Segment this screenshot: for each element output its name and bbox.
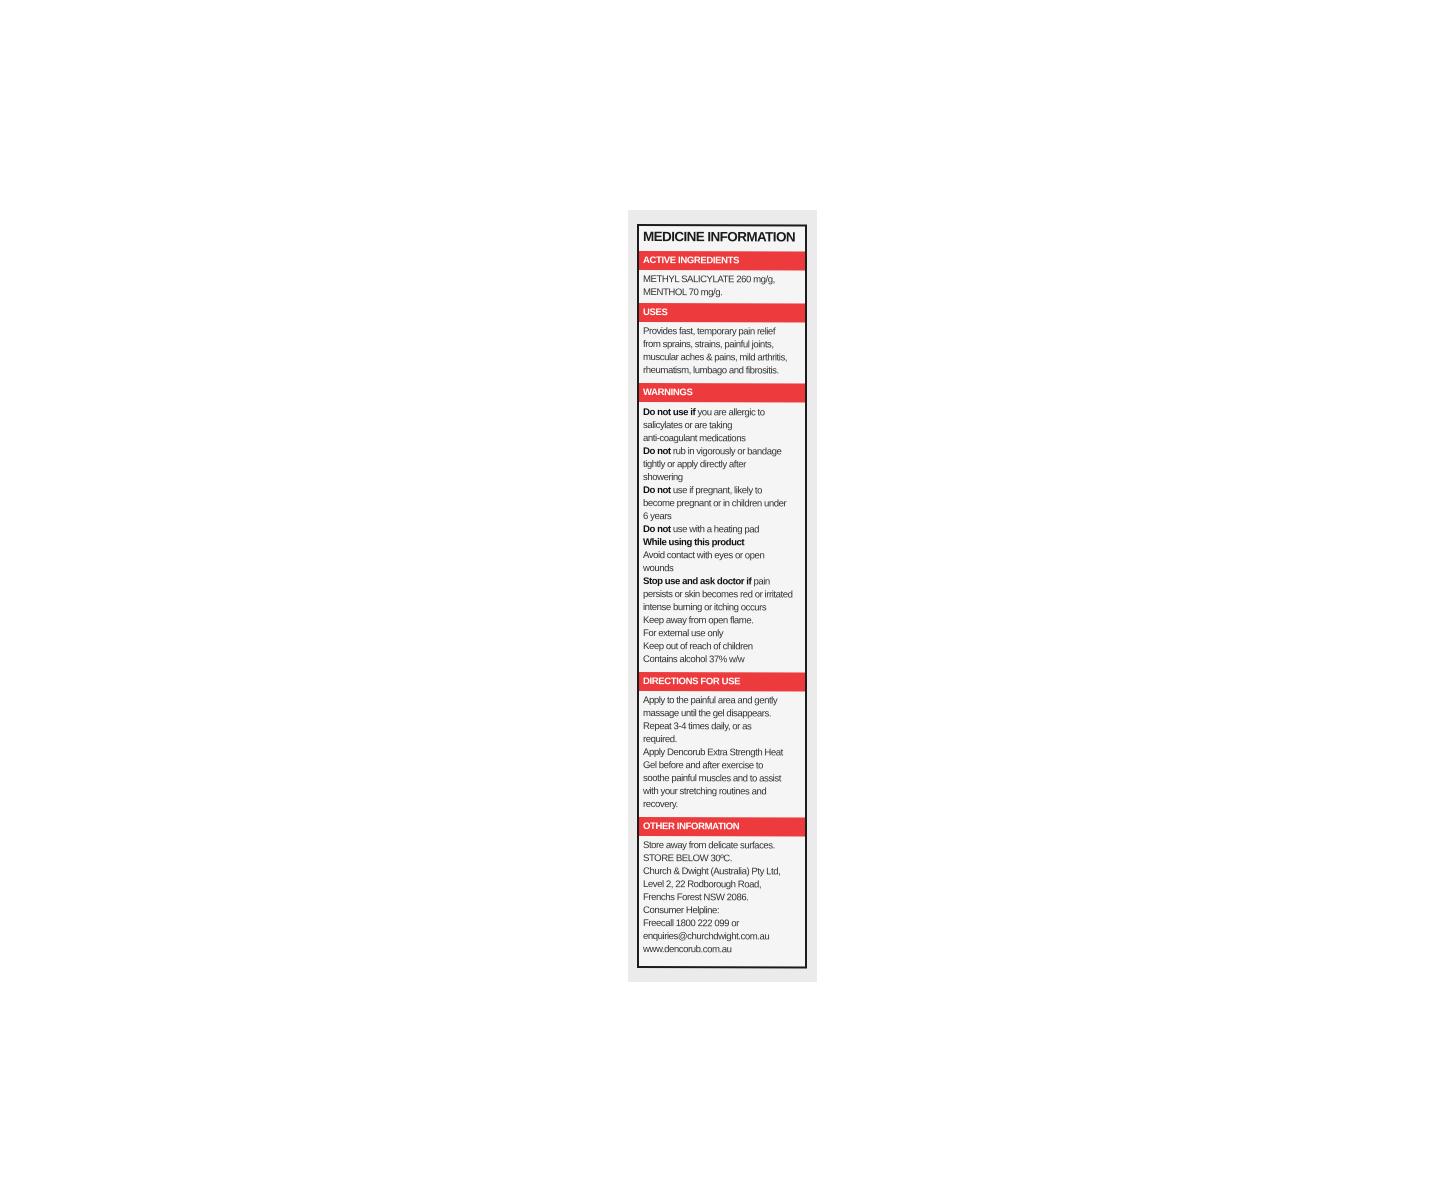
warning-line [643, 601, 804, 614]
warning-line [643, 523, 804, 536]
other-information-body [639, 836, 805, 960]
medicine-information-panel [637, 224, 807, 969]
text-line: soothe painful muscles and to assist [643, 773, 781, 785]
warning-line [643, 497, 804, 510]
text-line: Apply Dencorub Extra Strength Heat [643, 747, 783, 759]
warning-line-text: For external use only [643, 628, 724, 640]
warning-line-bold: Do not [643, 446, 671, 458]
text-line: rheumatism, lumbago and fibrositis. [643, 365, 779, 377]
text-line: Frenchs Forest NSW 2086. [643, 892, 749, 904]
warning-line [643, 445, 804, 458]
warning-line [643, 640, 804, 653]
warning-line-text: tightly or apply directly after [643, 459, 746, 471]
warning-line [643, 549, 804, 562]
warning-line-text: wounds [643, 563, 674, 575]
warning-line-text: 6 years [643, 511, 672, 523]
website-text: www.dencorub.com.au [643, 944, 732, 956]
text-line: Consumer Helpline: [643, 905, 720, 917]
text-line: muscular aches & pains, mild arthritis, [643, 352, 788, 364]
section-header-uses: USES [639, 303, 805, 322]
warning-line [643, 432, 804, 445]
warning-line [643, 653, 804, 666]
text-line: Apply to the painful area and gently [643, 695, 778, 707]
text-line: required. [643, 734, 677, 746]
warning-line-text: use if pregnant, likely to [670, 485, 762, 497]
warning-line [643, 458, 804, 471]
warning-line-text: pain [751, 576, 770, 588]
warning-line-bold: Do not use if [643, 407, 696, 419]
warning-line [643, 471, 804, 484]
warning-line [643, 588, 804, 601]
other-information-section [639, 817, 805, 960]
text-line: METHYL SALICYLATE 260 mg/g, [643, 274, 775, 286]
warning-line [643, 562, 804, 575]
text-line: massage until the gel disappears. [643, 708, 772, 720]
warning-line [643, 614, 804, 627]
warning-line-text: Keep away from open flame. [643, 615, 754, 627]
text-line: with your stretching routines and [643, 786, 767, 798]
warning-line [643, 536, 804, 549]
section-header-other-information: OTHER INFORMATION [639, 817, 805, 836]
text-line: Store away from delicate surfaces. [643, 840, 775, 852]
uses-body [639, 322, 805, 383]
text-line: STORE BELOW 30ºC. [643, 853, 732, 865]
warning-line [643, 484, 804, 497]
text-line: recovery. [643, 799, 678, 811]
directions-body [639, 691, 805, 817]
warning-line [643, 419, 804, 432]
warning-line-text: rub in vigorously or bandage [670, 446, 782, 458]
warning-line [643, 627, 804, 640]
warning-line [643, 575, 804, 588]
warning-line-bold: Do not [643, 524, 671, 536]
warning-line-text: showering [643, 472, 683, 484]
email-text: enquiries@churchdwight.com.au [643, 931, 770, 943]
warning-line-text: Avoid contact with eyes or open [643, 550, 765, 562]
text-line: Provides fast, temporary pain relief [643, 326, 776, 338]
warning-line-text: persists or skin becomes red or irritated [643, 589, 793, 601]
text-line: from sprains, strains, painful joints, [643, 339, 774, 351]
warning-line-bold: Stop use and ask doctor if [643, 576, 752, 588]
warnings-body [639, 402, 805, 672]
text-line: Church & Dwight (Australia) Pty Ltd, [643, 866, 781, 878]
active-ingredients-section [639, 251, 805, 303]
section-header-warnings: WARNINGS [639, 383, 805, 402]
warning-line-bold: While using this product [643, 537, 745, 549]
text-line: Freecall 1800 222 099 or [643, 918, 739, 930]
warnings-section [639, 383, 805, 672]
warning-line-text: use with a heating pad [670, 524, 759, 536]
warning-line-text: Contains alcohol 37% w/w [643, 654, 745, 666]
warning-line-text: Keep out of reach of children [643, 641, 753, 653]
section-header-directions: DIRECTIONS FOR USE [639, 672, 805, 691]
panel-title: MEDICINE INFORMATION [643, 229, 795, 245]
warning-line-text: intense burning or itching occurs [643, 602, 767, 614]
directions-section [639, 672, 805, 817]
warning-line-text: you are allergic to [695, 407, 765, 419]
active-ingredients-body [639, 270, 805, 303]
uses-section [639, 303, 805, 383]
text-line: MENTHOL 70 mg/g. [643, 287, 723, 299]
warning-line [643, 406, 804, 419]
text-line: Repeat 3-4 times daily, or as [643, 721, 752, 733]
warning-line-text: anti-coagulant medications [643, 433, 746, 445]
warning-line-text: become pregnant or in children under [643, 498, 787, 510]
text-line: Gel before and after exercise to [643, 760, 763, 772]
text-line: Level 2, 22 Rodborough Road, [643, 879, 762, 891]
warning-line-text: salicylates or are taking [643, 420, 732, 432]
section-header-active-ingredients: ACTIVE INGREDIENTS [639, 251, 805, 270]
warning-line-bold: Do not [643, 485, 671, 497]
warning-line [643, 510, 804, 523]
